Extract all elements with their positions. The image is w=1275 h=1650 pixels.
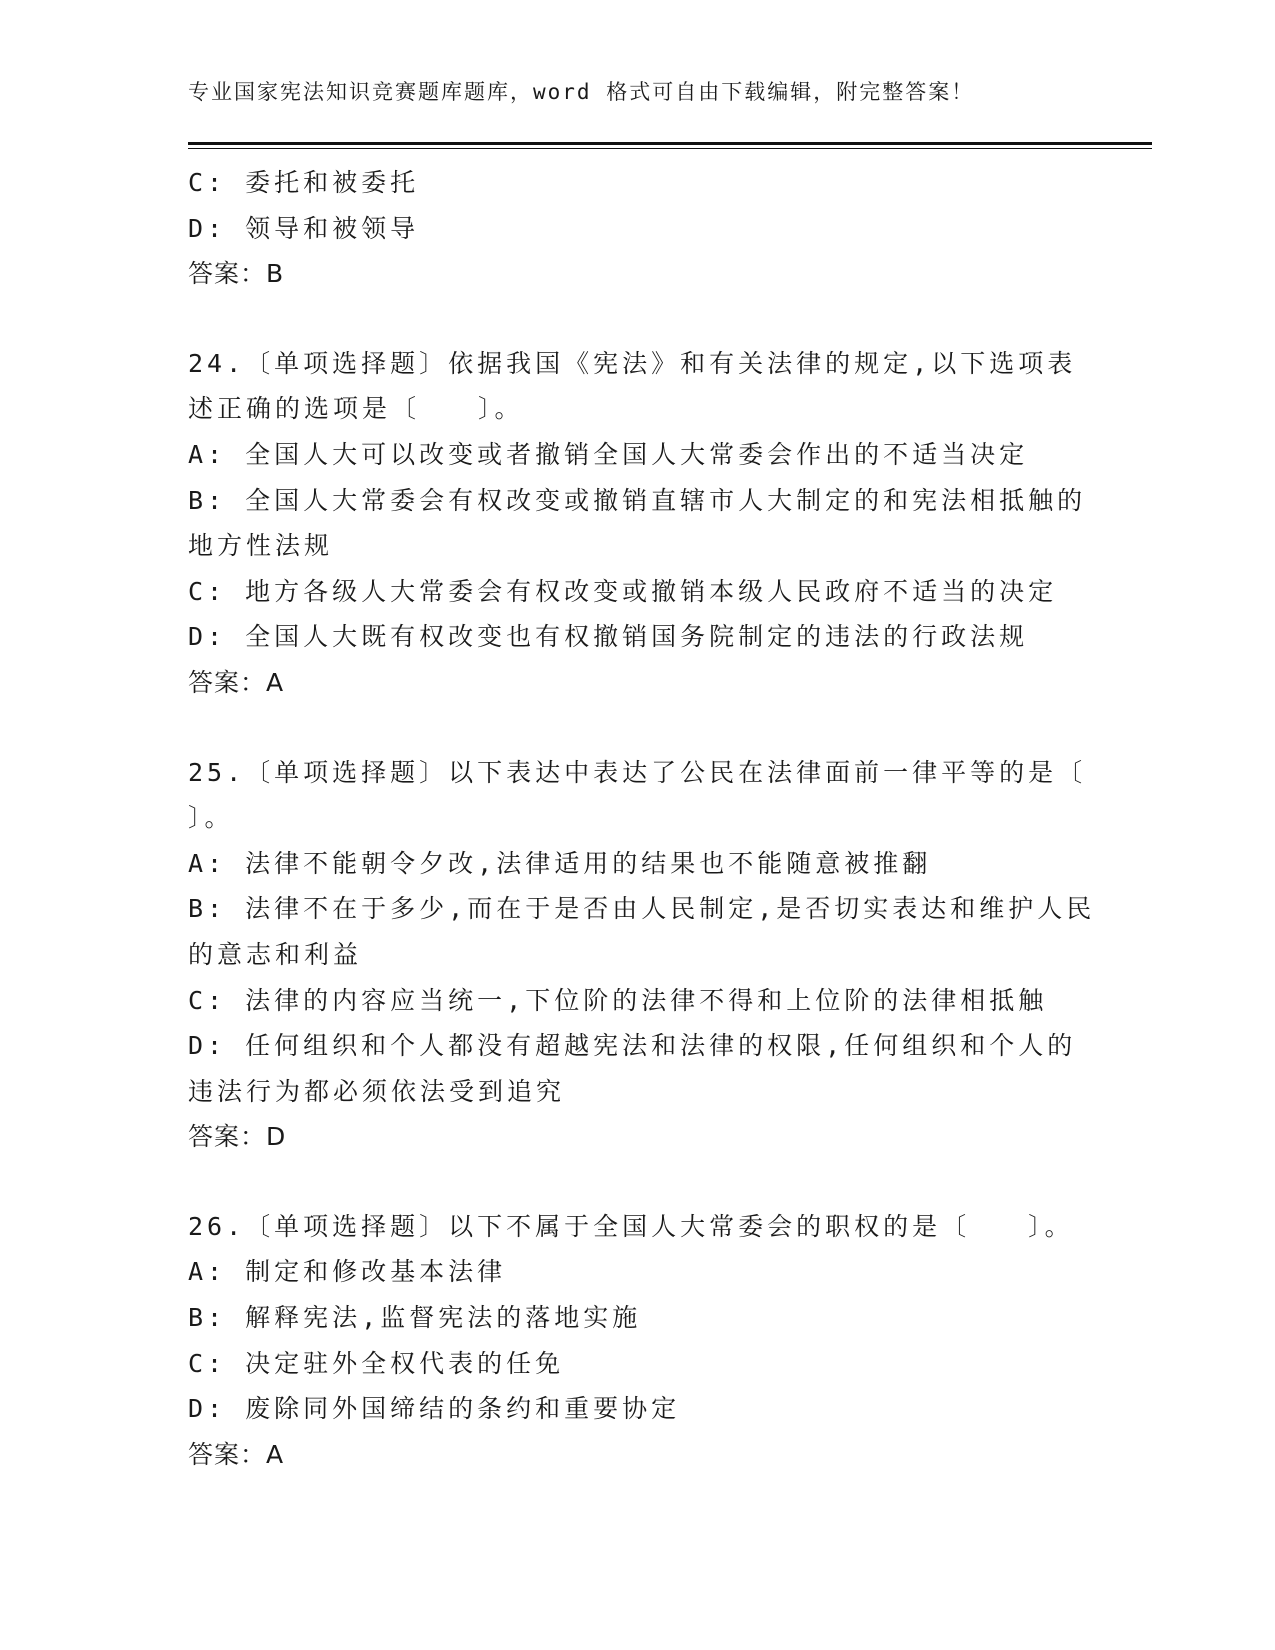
option-b: B: 全国人大常委会有权改变或撤销直辖市人大制定的和宪法相抵触的: [188, 485, 1087, 515]
page-header: 专业国家宪法知识竞赛题库题库，word 格式可自由下载编辑，附完整答案！: [188, 80, 975, 104]
header-rule-thick: [188, 142, 1152, 145]
option-b: 的意志和利益: [188, 939, 363, 969]
option-d: D: 全国人大既有权改变也有权撤销国务院制定的违法的行政法规: [188, 622, 1029, 652]
option-c: C: 法律的内容应当统一,下位阶的法律不得和上位阶的法律相抵触: [188, 985, 1048, 1015]
option-a: A: 全国人大可以改变或者撤销全国人大常委会作出的不适当决定: [188, 439, 1029, 469]
question-25: [188, 750, 1096, 1160]
answer: 答案：D: [188, 1122, 287, 1152]
option-a: A: 法律不能朝令夕改,法律适用的结果也不能随意被推翻: [188, 848, 932, 878]
spacer: [188, 297, 1088, 341]
option-b: 地方性法规: [188, 531, 334, 561]
question-stem: 24.〔单项选择题〕依据我国《宪法》和有关法律的规定,以下选项表: [188, 348, 1077, 378]
question-23-tail: [188, 160, 1088, 297]
option-d: D: 废除同外国缔结的条约和重要协定: [188, 1394, 681, 1424]
question-stem: 26.〔单项选择题〕以下不属于全国人大常委会的职权的是〔 〕。: [188, 1211, 1074, 1241]
option-c: C: 委托和被委托: [188, 168, 420, 197]
option-b: B: 解释宪法,监督宪法的落地实施: [188, 1303, 642, 1333]
option-d: 违法行为都必须依法受到追究: [188, 1076, 566, 1106]
option-c: C: 地方各级人大常委会有权改变或撤销本级人民政府不适当的决定: [188, 576, 1058, 606]
option-a: A: 制定和修改基本法律: [188, 1257, 507, 1287]
spacer: [188, 706, 1088, 750]
question-24: [188, 341, 1088, 706]
option-c: C: 决定驻外全权代表的任免: [188, 1348, 565, 1378]
option-d: D: 任何组织和个人都没有超越宪法和法律的权限,任何组织和个人的: [188, 1031, 1077, 1061]
answer: 答案：A: [188, 1439, 285, 1469]
document-body: [188, 160, 1096, 1477]
answer: 答案：A: [188, 667, 285, 697]
question-26: [188, 1204, 1088, 1478]
question-stem: 〕。: [188, 803, 234, 833]
spacer: [188, 1160, 1088, 1204]
answer: 答案：B: [188, 259, 285, 289]
option-b: B: 法律不在于多少,而在于是否由人民制定,是否切实表达和维护人民: [188, 894, 1096, 924]
header-rule-thin: [188, 148, 1152, 149]
option-d: D: 领导和被领导: [188, 213, 420, 243]
question-stem: 25.〔单项选择题〕以下表达中表达了公民在法律面前一律平等的是〔: [188, 757, 1087, 787]
question-stem: 述正确的选项是〔 〕。: [188, 394, 524, 424]
